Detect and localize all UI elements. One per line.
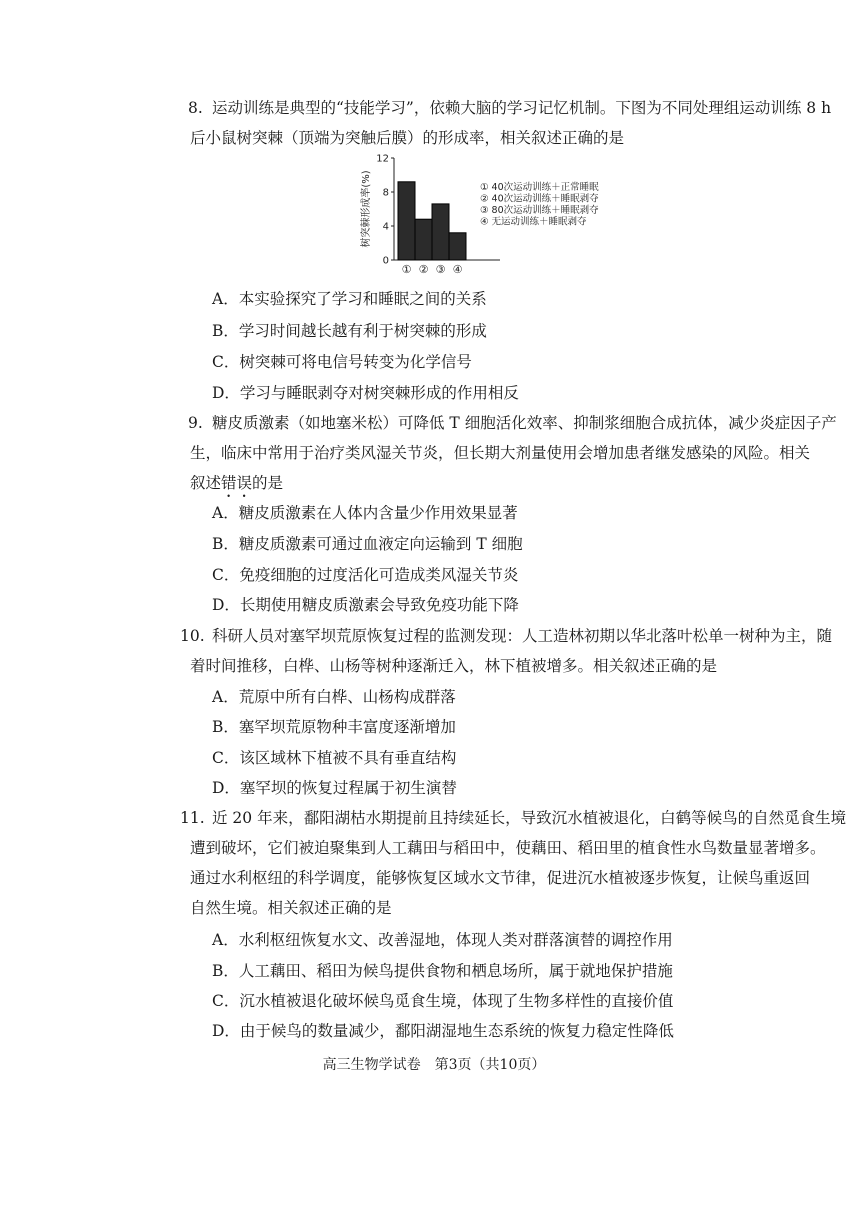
question-number: 9.	[188, 414, 203, 432]
question-8-line-2	[190, 123, 810, 153]
option-b[interactable]: B．学习时间越长越有利于树突棘的形成	[212, 322, 487, 340]
x-tick-label: ①	[401, 263, 412, 276]
question-stem: 着时间推移，白桦、山杨等树种逐渐迁入，林下植被增多。相关叙述正确的是	[190, 657, 718, 675]
option-d[interactable]: D．塞罕坝的恢复过程属于初生演替	[212, 779, 457, 797]
y-axis-label: 树突棘形成率(%)	[361, 170, 372, 248]
x-tick-label: ②	[418, 263, 429, 276]
option-b[interactable]: B．人工藕田、稻田为候鸟提供食物和栖息场所，属于就地保护措施	[212, 962, 673, 980]
x-tick-label: ④	[452, 263, 463, 276]
option-d[interactable]: D．长期使用糖皮质激素会导致免疫功能下降	[212, 596, 519, 614]
question-9-line-2	[190, 438, 810, 468]
question-11-line-3	[190, 863, 810, 893]
question-10	[180, 621, 833, 681]
question-11-line-4	[190, 893, 810, 923]
question-stem: 运动训练是典型的“技能学习”，依赖大脑的学习记忆机制。下图为不同处理组运动训练 8 h	[212, 99, 832, 117]
question-stem: 自然生境。相关叙述正确的是	[190, 899, 392, 917]
question-11-line-1	[180, 803, 847, 833]
option-c[interactable]: C．树突棘可将电信号转变为化学信号	[212, 353, 472, 371]
option-c[interactable]: C．该区域林下植被不具有垂直结构	[212, 749, 457, 767]
option-d[interactable]: D．由于候鸟的数量减少，鄱阳湖湿地生态系统的恢复力稳定性降低	[212, 1022, 674, 1040]
bar-2	[415, 219, 432, 260]
question-stem: 科研人员对塞罕坝荒原恢复过程的监测发现：人工造林初期以华北落叶松单一树种为主，随	[212, 627, 833, 645]
option-a[interactable]: A．糖皮质激素在人体内含量少作用效果显著	[212, 504, 518, 522]
question-stem: 叙述	[190, 474, 222, 492]
question-11-line-2	[190, 833, 826, 863]
question-9	[188, 408, 837, 501]
legend-entry-1: ① 40次运动训练＋正常睡眠	[480, 182, 599, 193]
question-stem: 近 20 年来，鄱阳湖枯水期提前且持续延长，导致沉水植被退化，白鹤等候鸟的自然觅食生境	[212, 809, 847, 827]
emphasis-word: 错误	[221, 474, 253, 492]
legend-entry-4: ④ 无运动训练＋睡眠剥夺	[480, 216, 587, 228]
question-number: 11.	[180, 809, 205, 827]
option-c[interactable]: C．沉水植被退化破坏候鸟觅食生境，体现了生物多样性的直接价值	[212, 992, 674, 1010]
question-stem: 遭到破坏，它们被迫聚集到人工藕田与稻田中，使藕田、稻田里的植食性水鸟数量显著增多。	[190, 839, 826, 857]
question-number: 8.	[188, 99, 203, 117]
question-9-line-1	[188, 408, 837, 438]
question-stem: 后小鼠树突棘（顶端为突触后膜）的形成率，相关叙述正确的是	[190, 129, 625, 147]
option-d[interactable]: D．学习与睡眠剥夺对树突棘形成的作用相反	[212, 384, 519, 402]
question-10-line-2	[190, 651, 810, 681]
question-stem: 糖皮质激素（如地塞米松）可降低 T 细胞活化效率、抑制浆细胞合成抗体，减少炎症因子产	[212, 414, 837, 432]
option-b[interactable]: B．塞罕坝荒原物种丰富度逐渐增加	[212, 718, 456, 736]
legend-entry-2: ② 40次运动训练＋睡眠剥夺	[480, 193, 599, 205]
legend-entry-3: ③ 80次运动训练＋睡眠剥夺	[480, 205, 599, 216]
y-tick-label: 0	[382, 255, 389, 267]
bar-3	[432, 204, 449, 260]
bar-1	[398, 182, 415, 260]
y-tick-label: 4	[382, 221, 389, 233]
option-c[interactable]: C．免疫细胞的过度活化可造成类风湿关节炎	[212, 566, 519, 584]
bar-4	[449, 233, 466, 260]
option-a[interactable]: A．本实验探究了学习和睡眠之间的关系	[212, 290, 487, 308]
question-11	[180, 803, 847, 923]
question-stem: 通过水利枢纽的科学调度，能够恢复区域水文节律，促进沉水植被逐步恢复，让候鸟重返回	[190, 869, 811, 887]
dendritic-spine-chart	[360, 150, 620, 280]
y-tick-label: 12	[376, 153, 389, 165]
question-8-line-1	[188, 93, 832, 123]
question-stem: 生，临床中常用于治疗类风湿关节炎，但长期大剂量使用会增加患者继发感染的风险。相关	[190, 444, 811, 462]
option-a[interactable]: A．水利枢纽恢复水文、改善湿地，体现人类对群落演替的调控作用	[212, 931, 673, 949]
page-footer: 高三生物学试卷 第3页（共10页）	[322, 1057, 546, 1073]
question-stem: 的是	[252, 474, 284, 492]
question-9-line-3	[190, 468, 810, 501]
question-10-line-1	[180, 621, 833, 651]
x-tick-label: ③	[435, 263, 446, 276]
question-8	[188, 93, 832, 153]
y-tick-label: 8	[382, 187, 389, 199]
question-number: 10.	[180, 627, 205, 645]
option-b[interactable]: B．糖皮质激素可通过血液定向运输到 T 细胞	[212, 535, 523, 553]
option-a[interactable]: A．荒原中所有白桦、山杨构成群落	[212, 688, 456, 706]
